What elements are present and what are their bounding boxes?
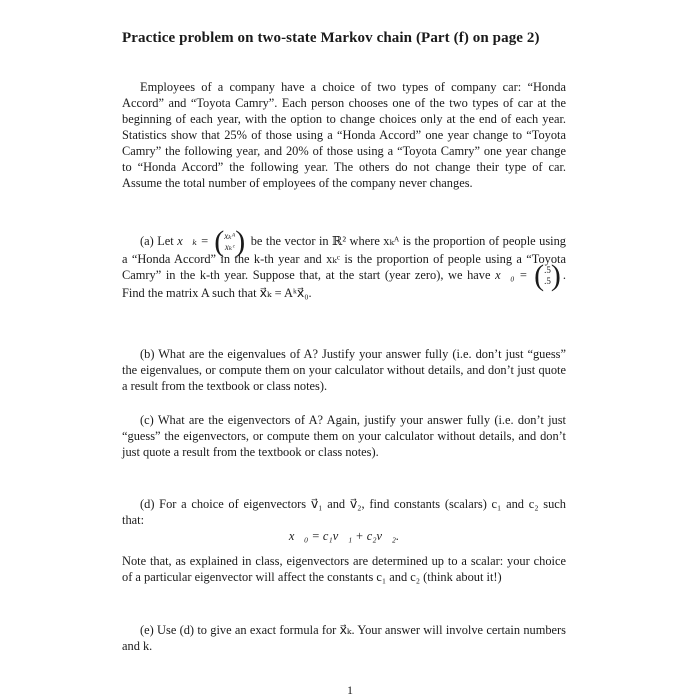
part-a-middle-text: be the vector in ℝ² where xₖᴬ is the proportion of people using a “Honda Accord” in the k-th year and xₖᶜ is the proportion of people using a “Toyota Camry” in the k-th year. Suppose that, at the start (year zero), we have: [122, 234, 566, 283]
x0-vector-top: .5: [544, 265, 551, 276]
right-paren: ): [550, 259, 561, 293]
part-a-paragraph: [122, 225, 566, 301]
right-paren: ): [235, 225, 246, 259]
xk-vector-bottom: xₖᶜ: [224, 242, 235, 253]
part-b-paragraph: (b) What are the eigenvalues of A? Justify your answer fully (i.e. don’t just “guess” the eigenvalues, or compute them on your calculator without details, and don’t just quote a result from the textbook or class notes).: [122, 347, 566, 393]
part-c-paragraph: (c) What are the eigenvectors of A? Again, justify your answer fully (i.e. don’t just “guess” the eigenvectors, or compute them on your calculator without details, and don’t just quote a result from the textbook or class notes).: [122, 413, 566, 459]
page-number: 1: [347, 683, 353, 697]
left-paren: (: [214, 225, 225, 259]
left-paren: (: [534, 259, 545, 293]
part-a-end-text: . Find the matrix A such that x⃗ₖ = Aᵏx⃗₀.: [122, 268, 566, 301]
xk-symbol: x⃗ₖ =: [177, 234, 209, 248]
part-e-paragraph: (e) Use (d) to give an exact formula for x⃗ₖ. Your answer will involve certain numbers and k.: [122, 623, 566, 653]
x0-column-vector: [534, 261, 561, 291]
page-title: Practice problem on two-state Markov chain (Part (f) on page 2): [122, 30, 540, 46]
problem-intro-paragraph: Employees of a company have a choice of two types of company car: “Honda Accord” and “Toyota Camry”. Each person chooses one of the two types of car at the beginning of each year, with the option to change choices only at the end of each year. Statistics show that 25% of those using a “Honda Accord” one year change to “Toyota Camry” the following year, and 20% of those using a “Toyota Camry” one year change to “Honda Accord” the following year. The others do not change their type of car. Assume the total number of employees of the company never changes.: [122, 80, 566, 190]
x0-symbol: x⃗₀ =: [495, 268, 528, 283]
x0-vector-bottom: .5: [544, 276, 551, 287]
note-paragraph: Note that, as explained in class, eigenvectors are determined up to a scalar: your choice of a particular eigenvector will affect the constants c₁ and c₂ (think about it!): [122, 554, 566, 584]
part-d-paragraph: (d) For a choice of eigenvectors v⃗₁ and v⃗₂, find constants (scalars) c₁ and c₂ such that:: [122, 497, 566, 527]
xk-vector-top: xₖᴬ: [224, 231, 236, 242]
display-equation: x⃗₀ = c₁v⃗₁ + c₂v⃗₂.: [288, 529, 400, 543]
part-a-lead: (a) Let: [140, 234, 174, 248]
